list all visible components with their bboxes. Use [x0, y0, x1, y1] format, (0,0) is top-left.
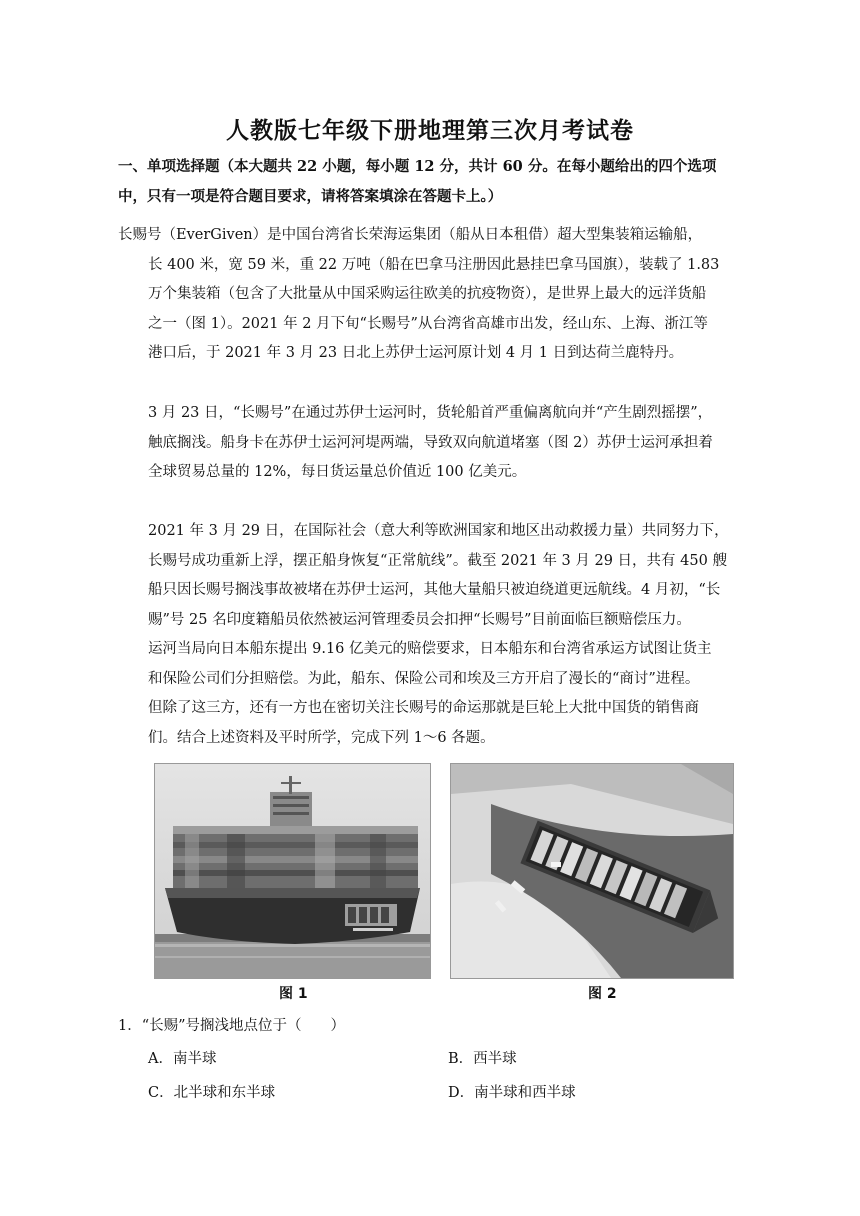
passage-line: 们。结合上述资料及平时所学，完成下列 1～6 各题。 — [148, 729, 495, 746]
passage-line: 长赐号成功重新上浮，摆正船身恢复“正常航线”。截至 2021 年 3 月 29 日，共有 450 艘 — [148, 552, 727, 569]
section-header-line: 一、单项选择题（本大题共 22 小题，每小题 12 分，共计 60 分。在每小题给出的四个选项 — [118, 158, 717, 175]
option-c[interactable]: C．北半球和东半球 — [148, 1085, 276, 1101]
section-header-line: 中，只有一项是符合题目要求，请将答案填涂在答题卡上。） — [118, 188, 503, 205]
passage-line: 但除了这三方，还有一方也在密切关注长赐号的命运那就是巨轮上大批中国货的销售商 — [148, 700, 699, 716]
page-title: 人教版七年级下册地理第三次月考试卷 — [226, 118, 634, 144]
option-a[interactable]: A．南半球 — [148, 1051, 217, 1067]
ship-front-photo — [154, 763, 431, 979]
passage-paragraph-1 — [118, 221, 748, 369]
passage-paragraph-3 — [148, 517, 748, 753]
passage-line: 2021 年 3 月 29 日，在国际社会（意大利等欧洲国家和地区出动救援力量）共同努力下， — [148, 523, 729, 539]
option-b[interactable]: B．西半球 — [448, 1051, 517, 1067]
figure-1-caption: 图 1 — [279, 986, 308, 1002]
passage-paragraph-2 — [148, 399, 748, 488]
passage-line: 触底搁浅。船身卡在苏伊士运河河堤两端，导致双向航道堵塞（图 2）苏伊士运河承担着 — [148, 434, 713, 451]
passage-line: 长赐号（EverGiven）是中国台湾省长荣海运集团（船从日本租借）超大型集装箱运输船， — [118, 227, 703, 243]
question-1-stem: 1．“长赐”号搁浅地点位于（ ） — [118, 1018, 346, 1034]
passage-line: 港口后，于 2021 年 3 月 23 日北上苏伊士运河原计划 4 月 1 日到达荷兰鹿特丹。 — [148, 345, 684, 361]
passage-line: 3 月 23 日，“长赐号”在通过苏伊士运河时，货轮船首严重偏离航向并“产生剧烈摇摆”， — [148, 405, 713, 421]
passage-line: 之一（图 1）。2021 年 2 月下旬“长赐号”从台湾省高雄市出发，经山东、上海、浙江等 — [148, 315, 708, 332]
passage-line: 全球贸易总量的 12%，每日货运量总价值近 100 亿美元。 — [148, 464, 527, 480]
passage-line: 船只因长赐号搁浅事故被堵在苏伊士运河，其他大量船只被迫绕道更远航线。4 月初，“长 — [148, 582, 721, 598]
option-d[interactable]: D．南半球和西半球 — [448, 1085, 576, 1101]
stuck-ship-aerial-photo — [450, 763, 734, 979]
passage-line: 长 400 米，宽 59 米，重 22 万吨（船在巴拿马注册因此悬挂巴拿马国旗），装载了 1.83 — [148, 256, 720, 273]
passage-line: 运河当局向日本船东提出 9.16 亿美元的赔偿要求，日本船东和台湾省承运方试图让货主 — [148, 641, 712, 657]
passage-line: 万个集装箱（包含了大批量从中国采购运往欧美的抗疫物资），是世界上最大的远洋货船 — [148, 286, 707, 302]
passage-line: 和保险公司们分担赔偿。为此，船东、保险公司和埃及三方开启了漫长的“商讨”进程。 — [148, 670, 700, 687]
passage-line: 赐”号 25 名印度籍船员依然被运河管理委员会扣押“长赐号”目前面临巨额赔偿压力。 — [148, 611, 691, 628]
figure-2-caption: 图 2 — [588, 986, 617, 1002]
figure-row — [154, 763, 734, 1013]
section-header — [118, 152, 748, 212]
